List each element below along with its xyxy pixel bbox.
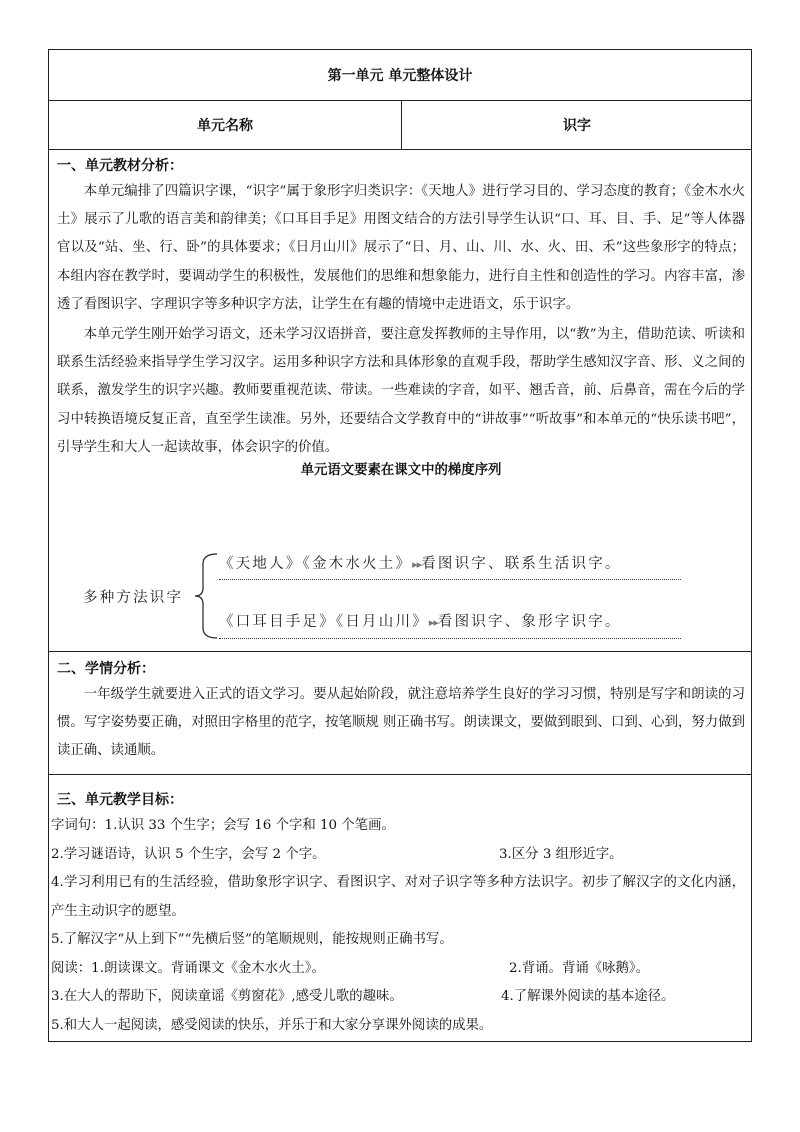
goal-item: 3.在大人的帮助下，阅读童谣《剪窗花》,感受儿歌的趣味。 — [51, 989, 403, 1004]
goal-line: 字词句：1.认识 33 个生字；会写 16 个字和 10 个笔画。 — [51, 818, 395, 833]
gradient-sequence-title: 单元语文要素在课文中的梯度序列 — [300, 463, 502, 479]
textbook-analysis-paragraph-1: 本单元编排了四篇识字课，“识字”属于象形字归类识字：《天地人》进行学习目的、学习态度的教育；《金木水火土》展示了儿歌的语言美和韵律美；《口耳目手足》用图文结合的方法引导学生认识“口、耳、目、手、足”等人体器官以及“站、坐、行、卧”的具体要求；《日月山川》展示了“日、月、山、川、水、火、田、禾”这些象形字的特点；本组内容在教学时，要调动学生的积极性，发展他们的思维和想象能力，进行自主性和创造性的学习。内容丰富，渗透了看图识字、字理识字等多种识字方法，让学生在有趣的情境中走进语文，乐于识字。 — [57, 184, 745, 312]
goal-line — [51, 955, 745, 984]
goal-item: 2.背诵。背诵《咏鹅》。 — [509, 960, 649, 976]
diagram-branch-1 — [219, 552, 622, 573]
learner-analysis-section — [57, 659, 745, 766]
branch-2-lessons: 《口耳目手足》《日月山川》 — [219, 614, 429, 630]
row-divider — [49, 774, 751, 775]
unit-design-table — [48, 49, 752, 1042]
goal-line — [51, 983, 745, 1012]
literacy-method-diagram — [49, 548, 753, 648]
double-arrow-icon: ▸▸ — [428, 616, 438, 629]
textbook-analysis-section — [57, 156, 745, 482]
row-divider — [49, 651, 751, 652]
branch-1-method: 看图识字、联系生活识字。 — [421, 556, 622, 572]
goal-item: 3.区分 3 组形近字。 — [499, 846, 623, 862]
dotted-underline — [219, 579, 681, 580]
textbook-analysis-paragraph-2: 本单元学生刚开始学习语文，还未学习汉语拼音，要注意发挥教师的主导作用，以“教”为主，借助范读、听读和联系生活经验来指导学生学习汉字。运用多种识字方法和具体形象的直观手段，帮助学生感知汉字音、形、义之间的联系，激发学生的识字兴趣。教师要重视范读、带读。一些难读的字音，如平、翘舌音，前、后鼻音，需在今后的学习中转换语境反复正音，直至学生读准。另外，还要结合文学教育中的“讲故事”“听故事”和本单元的“快乐读书吧”，引导学生和大人一起读故事，体会识字的价值。 — [57, 327, 745, 455]
goal-line — [51, 841, 745, 870]
table-title: 第一单元 单元整体设计 — [327, 68, 473, 84]
learner-analysis-paragraph: 一年级学生就要进入正式的语文学习。要从起始阶段，就注意培养学生良好的学习习惯，特别是写字和朗读的习惯。写字姿势要正确，对照田字格里的范字，按笔顺规 则正确书写。朗读课文，要做到眼到、口到、心到，努力做到读正确、读通顺。 — [57, 687, 745, 759]
diagram-branch-2 — [219, 610, 622, 631]
goal-line: 5.和大人一起阅读，感受阅读的快乐，并乐于和大家分享课外阅读的成果。 — [51, 1017, 493, 1033]
goal-item: 阅读：1.朗读课文。背诵课文《金木水火土》。 — [51, 960, 325, 976]
unit-name-value: 识字 — [563, 117, 591, 134]
branch-1-lessons: 《天地人》《金木水火土》 — [219, 556, 413, 572]
goal-item: 2.学习谜语诗，认识 5 个生字，会写 2 个字。 — [51, 846, 326, 862]
teaching-goals-section — [51, 790, 745, 1040]
goal-line: 4.学习利用已有的生活经验，借助象形字识字、看图识字、对对子识字等多种方法识字。初步了解汉字的文化内涵，产生主动识字的愿望。 — [51, 875, 745, 919]
goal-line: 5.了解汉字“从上到下”“先横后竖”的笔顺规则，能按规则正确书写。 — [51, 932, 453, 947]
goal-item: 4.了解课外阅读的基本途径。 — [501, 989, 675, 1004]
textbook-analysis-heading: 一、单元教材分析： — [57, 158, 183, 174]
diagram-root-label: 多种方法识字 — [83, 590, 184, 606]
learner-analysis-heading: 二、学情分析： — [57, 661, 155, 677]
row-divider — [49, 149, 751, 150]
unit-name-label: 单元名称 — [197, 117, 253, 134]
dotted-underline — [219, 638, 681, 639]
double-arrow-icon: ▸▸ — [412, 558, 422, 571]
teaching-goals-heading: 三、单元教学目标： — [57, 792, 183, 808]
branch-2-method: 看图识字、象形字识字。 — [437, 614, 622, 630]
teaching-goals-list — [51, 812, 745, 1040]
